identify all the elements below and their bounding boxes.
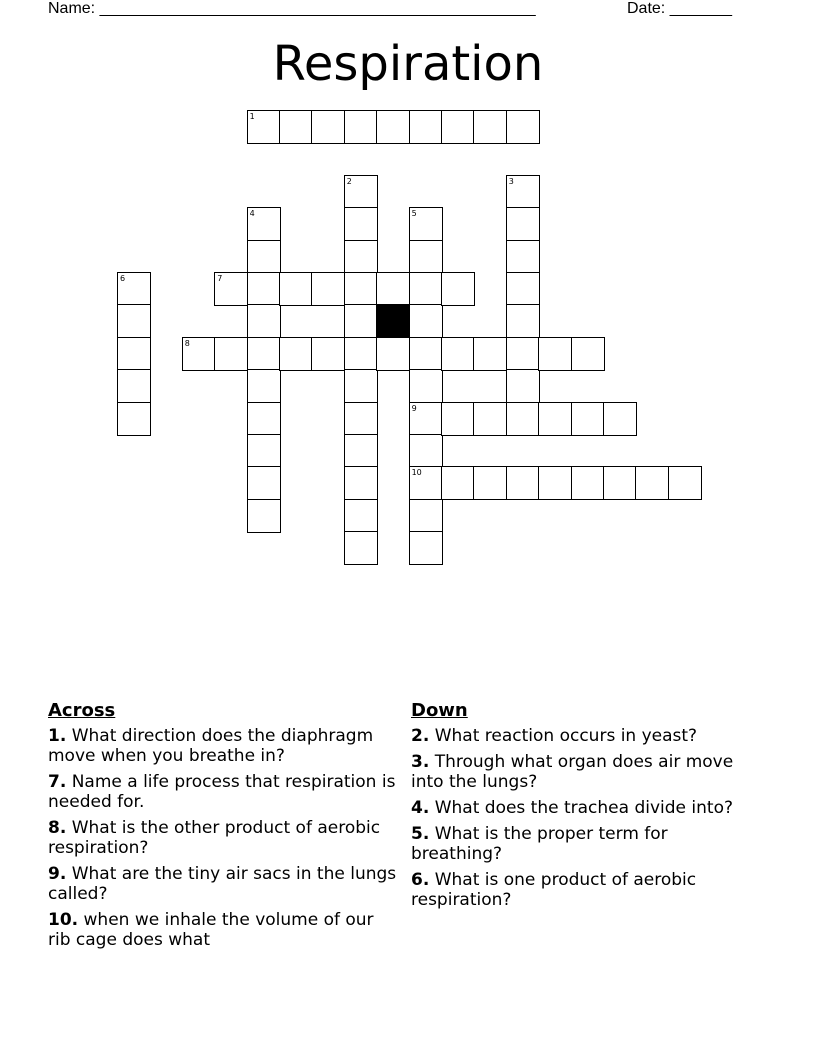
grid-cell[interactable] xyxy=(603,402,637,436)
grid-cell[interactable] xyxy=(603,466,637,500)
grid-cell[interactable] xyxy=(117,369,151,403)
grid-cell[interactable] xyxy=(344,369,378,403)
grid-cell[interactable] xyxy=(117,402,151,436)
grid-cell[interactable] xyxy=(473,466,507,500)
grid-cell[interactable] xyxy=(117,337,151,371)
page-title: Respiration xyxy=(272,36,544,92)
clue-down-5: 5. What is the proper term for breathing? xyxy=(411,824,668,864)
grid-cell[interactable] xyxy=(311,272,345,306)
down-heading: Down xyxy=(411,700,468,721)
grid-cell[interactable] xyxy=(506,466,540,500)
grid-cell[interactable] xyxy=(247,240,281,274)
grid-cell[interactable] xyxy=(409,110,443,144)
clue-down-6: 6. What is one product of aerobic respiration? xyxy=(411,870,697,910)
across-heading: Across xyxy=(48,700,116,721)
grid-cell[interactable] xyxy=(214,337,248,371)
grid-cell[interactable] xyxy=(635,466,669,500)
grid-cell[interactable] xyxy=(117,272,151,306)
grid-cell[interactable] xyxy=(117,304,151,338)
clue-across-7: 7. Name a life process that respiration is needed for. xyxy=(48,772,396,812)
grid-cell[interactable] xyxy=(344,434,378,468)
grid-cell[interactable] xyxy=(247,434,281,468)
grid-cell[interactable] xyxy=(473,337,507,371)
grid-cell[interactable] xyxy=(214,272,248,306)
grid-cell[interactable] xyxy=(538,337,572,371)
grid-cell[interactable] xyxy=(279,110,313,144)
clue-number: 10 xyxy=(411,468,422,478)
grid-cell[interactable] xyxy=(506,110,540,144)
grid-cell[interactable] xyxy=(182,337,216,371)
grid-cell[interactable] xyxy=(344,304,378,338)
grid-cell[interactable] xyxy=(344,337,378,371)
grid-cell[interactable] xyxy=(441,110,475,144)
clue-number: 5 xyxy=(411,209,417,219)
grid-cell[interactable] xyxy=(247,337,281,371)
grid-cell[interactable] xyxy=(506,369,540,403)
grid-cell[interactable] xyxy=(473,110,507,144)
grid-cell[interactable] xyxy=(247,402,281,436)
grid-cell[interactable] xyxy=(247,272,281,306)
grid-cell[interactable] xyxy=(506,175,540,209)
grid-cell[interactable] xyxy=(247,369,281,403)
grid-cell[interactable] xyxy=(571,466,605,500)
grid-cell[interactable] xyxy=(409,434,443,468)
grid-cell[interactable] xyxy=(344,402,378,436)
grid-cell[interactable] xyxy=(441,402,475,436)
grid-cell[interactable] xyxy=(409,207,443,241)
grid-cell[interactable] xyxy=(344,175,378,209)
clue-down-4: 4. What does the trachea divide into? xyxy=(411,798,733,818)
grid-cell[interactable] xyxy=(409,272,443,306)
grid-cell[interactable] xyxy=(344,110,378,144)
grid-cell[interactable] xyxy=(409,466,443,500)
grid-cell[interactable] xyxy=(344,531,378,565)
grid-cell[interactable] xyxy=(506,207,540,241)
clue-number: 4 xyxy=(249,209,255,219)
clue-number: 3 xyxy=(508,176,514,186)
clue-down-2: 2. What reaction occurs in yeast? xyxy=(411,726,698,746)
grid-cell[interactable] xyxy=(668,466,702,500)
grid-cell[interactable] xyxy=(506,337,540,371)
grid-cell[interactable] xyxy=(409,304,443,338)
grid-cell[interactable] xyxy=(506,240,540,274)
grid-cell[interactable] xyxy=(409,240,443,274)
date-field[interactable]: Date: _______ xyxy=(627,0,732,17)
grid-cell[interactable] xyxy=(247,110,281,144)
blocked-cell xyxy=(376,304,410,338)
grid-cell[interactable] xyxy=(409,369,443,403)
clue-number: 8 xyxy=(184,338,190,348)
grid-cell[interactable] xyxy=(409,402,443,436)
grid-cell[interactable] xyxy=(247,207,281,241)
clue-number: 1 xyxy=(249,112,255,121)
grid-cell[interactable] xyxy=(409,337,443,371)
grid-cell[interactable] xyxy=(376,110,410,144)
grid-cell[interactable] xyxy=(473,402,507,436)
grid-cell[interactable] xyxy=(247,466,281,500)
grid-cell[interactable] xyxy=(441,272,475,306)
clue-across-9: 9. What are the tiny air sacs in the lungs called? xyxy=(48,864,397,904)
grid-cell[interactable] xyxy=(538,402,572,436)
grid-cell[interactable] xyxy=(247,499,281,533)
clue-number: 7 xyxy=(217,274,223,283)
name-field[interactable]: Name: _________________________________________________ xyxy=(48,0,536,17)
grid-cell[interactable] xyxy=(571,337,605,371)
grid-cell[interactable] xyxy=(506,272,540,306)
grid-cell[interactable] xyxy=(409,531,443,565)
grid-cell[interactable] xyxy=(571,402,605,436)
grid-cell[interactable] xyxy=(247,304,281,338)
clue-number: 6 xyxy=(120,274,126,283)
grid-cell[interactable] xyxy=(506,304,540,338)
grid-cell[interactable] xyxy=(376,272,410,306)
across-clues xyxy=(48,700,400,956)
grid-cell[interactable] xyxy=(344,207,378,241)
clue-across-10: 10. when we inhale the volume of our rib cage does what xyxy=(48,910,374,950)
clue-across-8: 8. What is the other product of aerobic respiration? xyxy=(48,818,381,858)
grid-cell[interactable] xyxy=(344,466,378,500)
grid-cell[interactable] xyxy=(506,402,540,436)
grid-cell[interactable] xyxy=(279,337,313,371)
grid-cell[interactable] xyxy=(311,110,345,144)
grid-cell[interactable] xyxy=(409,499,443,533)
clue-down-3: 3. Through what organ does air move into the lungs? xyxy=(411,752,734,792)
grid-cell[interactable] xyxy=(311,337,345,371)
grid-cell[interactable] xyxy=(441,337,475,371)
clue-number: 2 xyxy=(346,176,352,186)
grid-cell[interactable] xyxy=(376,337,410,371)
grid-cell[interactable] xyxy=(538,466,572,500)
grid-cell[interactable] xyxy=(344,499,378,533)
grid-cell[interactable] xyxy=(279,272,313,306)
grid-cell[interactable] xyxy=(441,466,475,500)
grid-cell[interactable] xyxy=(344,240,378,274)
grid-cell[interactable] xyxy=(344,272,378,306)
clue-across-1: 1. What direction does the diaphragm move when you breathe in? xyxy=(48,726,374,766)
down-clues xyxy=(411,700,741,916)
clue-number: 9 xyxy=(411,403,417,413)
